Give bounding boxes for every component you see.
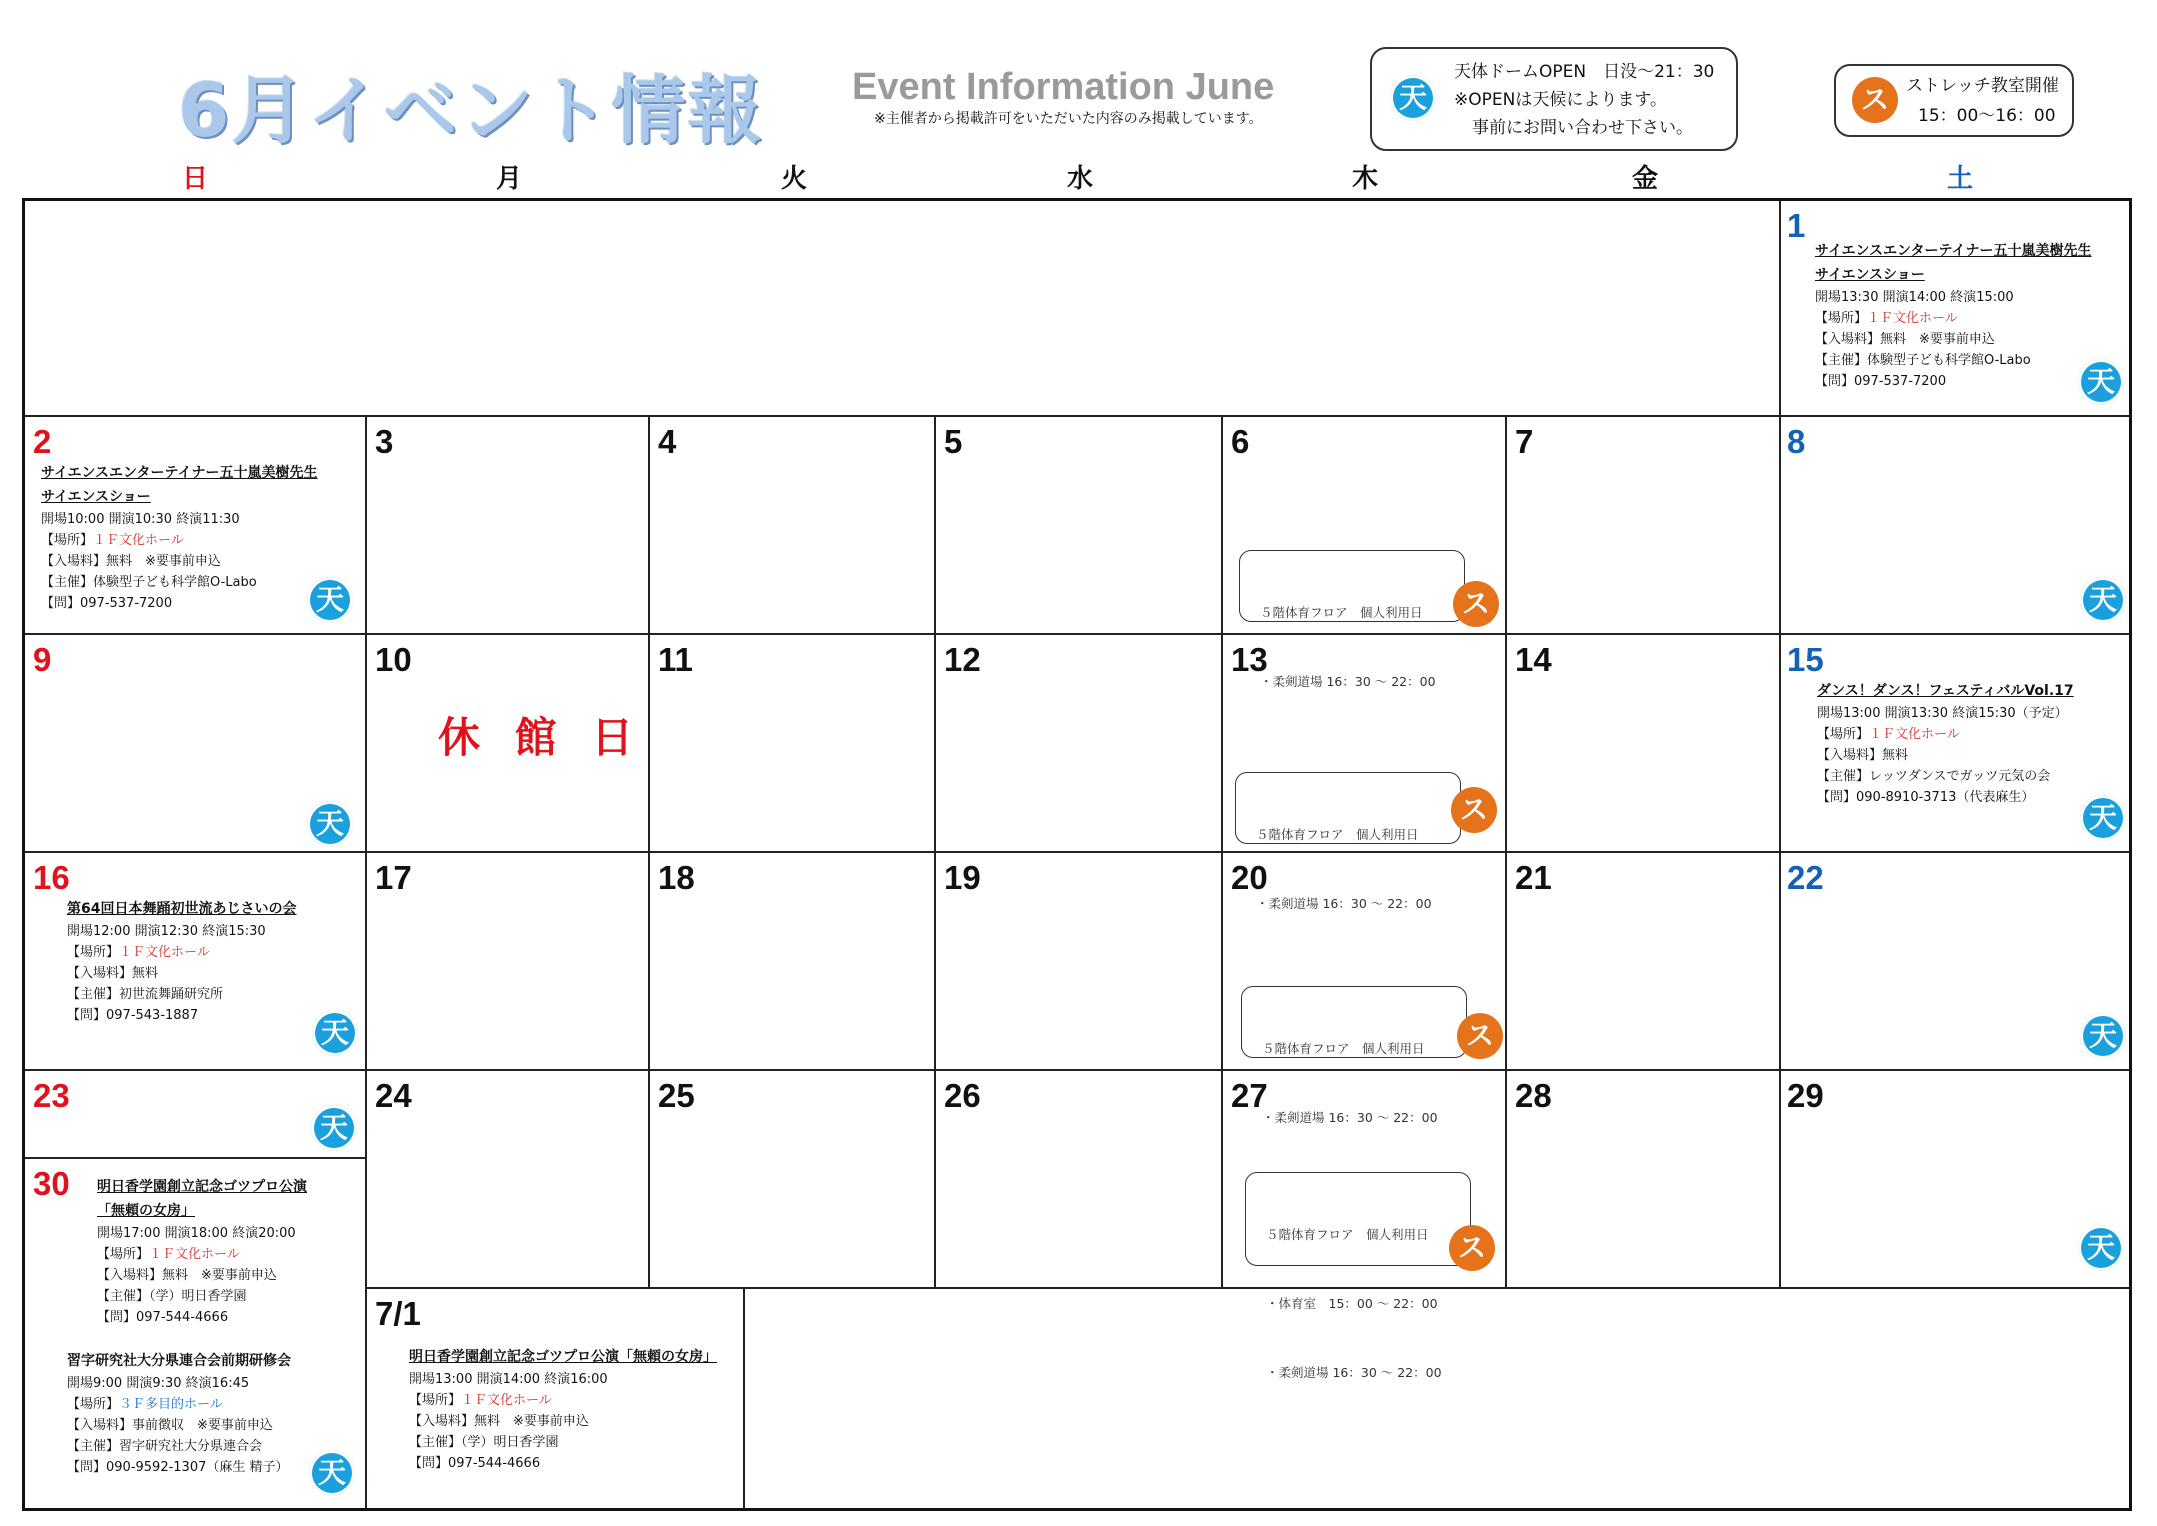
stretch-judo: ・柔剣道場 16：30 ～ 22：00 bbox=[1260, 674, 1436, 689]
event-place: 【場所】１Ｆ文化ホール bbox=[1815, 311, 1958, 326]
stretch-judo: ・柔剣道場 16：30 ～ 22：00 bbox=[1262, 1110, 1438, 1125]
event-time: 開場10:00 開演10:30 終演11:30 bbox=[41, 512, 240, 527]
su-icon: ス bbox=[1453, 581, 1499, 627]
day-number: 19 bbox=[944, 859, 981, 896]
event-fee: 【入場料】無料 ※要事前申込 bbox=[409, 1414, 589, 1429]
closed-day-label: 休 館 日 bbox=[438, 713, 644, 762]
day-cell-2[interactable] bbox=[25, 417, 367, 635]
page-title: 6月イベント情報 bbox=[178, 68, 764, 154]
day-cell-14[interactable] bbox=[1507, 635, 1781, 853]
event-nihon-buyo bbox=[67, 897, 296, 1026]
event-contact: 【問】097-543-1887 bbox=[67, 1008, 199, 1023]
day-cell-29[interactable] bbox=[1779, 1071, 2129, 1289]
day-cell-7[interactable] bbox=[1507, 417, 1781, 635]
day-number: 26 bbox=[944, 1077, 981, 1114]
weekday-sat: 土 bbox=[1946, 164, 1973, 194]
day-cell-8[interactable] bbox=[1779, 417, 2129, 635]
stretch-floor: ５階体育フロア 個人利用日 bbox=[1256, 827, 1419, 842]
day-number: 11 bbox=[658, 641, 693, 678]
event-contact: 【問】090-8910-3713（代表麻生） bbox=[1817, 790, 2035, 805]
day-cell-19[interactable] bbox=[936, 853, 1223, 1071]
ten-icon: 天 bbox=[311, 1105, 357, 1151]
legend-stretch bbox=[1834, 64, 2074, 137]
day-cell-12[interactable] bbox=[936, 635, 1223, 853]
day-cell-13[interactable] bbox=[1223, 635, 1507, 911]
day-number: 2 bbox=[33, 423, 52, 460]
day-number: 16 bbox=[33, 859, 70, 896]
page-title-en: Event Information June bbox=[852, 66, 1275, 108]
day-number: 9 bbox=[33, 641, 52, 678]
day-cell-24[interactable] bbox=[367, 1071, 650, 1289]
ten-icon: 天 bbox=[307, 577, 353, 623]
day-number: 14 bbox=[1515, 641, 1552, 678]
day-cell-15[interactable] bbox=[1779, 635, 2129, 853]
event-host: 【主催】（学）明日香学園 bbox=[97, 1289, 247, 1304]
event-time: 開場13:30 開演14:00 終演15:00 bbox=[1815, 290, 2014, 305]
day-cell-4[interactable] bbox=[650, 417, 936, 635]
day-number: 4 bbox=[658, 423, 677, 460]
event-subtitle: 「無頼の女房」 bbox=[97, 1203, 195, 1219]
day-cell-3[interactable] bbox=[367, 417, 650, 635]
stretch-floor: ５階体育フロア 個人利用日 bbox=[1266, 1227, 1429, 1242]
stretch-judo: ・柔剣道場 16：30 ～ 22：00 bbox=[1256, 896, 1432, 911]
event-shuji-kenshukai bbox=[67, 1349, 291, 1478]
day-number: 5 bbox=[944, 423, 963, 460]
day-number: 7/1 bbox=[375, 1295, 421, 1332]
day-cell-16[interactable] bbox=[25, 853, 367, 1071]
day-cell-7-1[interactable] bbox=[367, 1289, 745, 1508]
event-title: ダンス！ダンス！フェスティバルVol.17 bbox=[1817, 683, 2074, 699]
legend-su-line1: ストレッチ教室開催 bbox=[1906, 76, 2059, 96]
event-place: 【場所】１Ｆ文化ホール bbox=[41, 533, 184, 548]
event-contact: 【問】097-537-7200 bbox=[41, 596, 173, 611]
legend-planetarium bbox=[1370, 47, 1738, 151]
ten-icon: 天 bbox=[309, 1450, 355, 1496]
day-number: 23 bbox=[33, 1077, 70, 1114]
ten-icon: 天 bbox=[1390, 75, 1436, 121]
day-number: 29 bbox=[1787, 1077, 1824, 1114]
event-title: サイエンスエンターテイナー五十嵐美樹先生 bbox=[41, 465, 318, 481]
ten-icon: 天 bbox=[2080, 577, 2126, 623]
event-title: 習字研究社大分県連合会前期研修会 bbox=[67, 1353, 291, 1369]
weekday-fri: 金 bbox=[1631, 164, 1658, 194]
weekday-sun: 日 bbox=[181, 164, 208, 194]
ten-icon: 天 bbox=[2078, 359, 2124, 405]
day-cell-21[interactable] bbox=[1507, 853, 1781, 1071]
stretch-floor: ５階体育フロア 個人利用日 bbox=[1260, 605, 1423, 620]
day-cell-9[interactable] bbox=[25, 635, 367, 853]
event-subtitle: サイエンスショー bbox=[1815, 267, 1925, 283]
empty-cell bbox=[745, 1289, 2129, 1508]
event-title: 明日香学園創立記念ゴツプロ公演「無頼の女房」 bbox=[409, 1349, 717, 1365]
day-cell-25[interactable] bbox=[650, 1071, 936, 1289]
day-number: 28 bbox=[1515, 1077, 1552, 1114]
day-number: 17 bbox=[375, 859, 412, 896]
stretch-notice bbox=[1235, 772, 1461, 911]
event-title: サイエンスエンターテイナー五十嵐美樹先生 bbox=[1815, 243, 2092, 259]
day-number: 15 bbox=[1787, 641, 1824, 678]
event-time: 開場13:00 開演14:00 終演16:00 bbox=[409, 1372, 608, 1387]
event-contact: 【問】097-544-4666 bbox=[409, 1456, 541, 1471]
day-number: 20 bbox=[1231, 859, 1268, 896]
publication-note: ※主催者から掲載許可をいただいた内容のみ掲載しています。 bbox=[874, 111, 1263, 127]
event-host: 【主催】初世流舞踊研究所 bbox=[67, 987, 224, 1002]
day-cell-23[interactable] bbox=[25, 1071, 367, 1159]
su-icon: ス bbox=[1451, 787, 1497, 833]
day-cell-11[interactable] bbox=[650, 635, 936, 853]
su-icon: ス bbox=[1852, 77, 1898, 123]
event-host: 【主催】（学）明日香学園 bbox=[409, 1435, 559, 1450]
day-cell-1[interactable] bbox=[1779, 201, 2129, 417]
day-number: 6 bbox=[1231, 423, 1250, 460]
event-place: 【場所】１Ｆ文化ホール bbox=[97, 1247, 240, 1262]
event-host: 【主催】体験型子ども科学館O-Labo bbox=[41, 575, 257, 590]
event-subtitle: サイエンスショー bbox=[41, 489, 151, 505]
event-contact: 【問】090-9592-1307（麻生 精子） bbox=[67, 1460, 289, 1475]
event-place: 【場所】１Ｆ文化ホール bbox=[1817, 727, 1960, 742]
su-icon: ス bbox=[1449, 1225, 1495, 1271]
event-host: 【主催】体験型子ども科学館O-Labo bbox=[1815, 353, 2031, 368]
day-number: 10 bbox=[375, 641, 412, 678]
event-time: 開場17:00 開演18:00 終演20:00 bbox=[97, 1226, 296, 1241]
stretch-gym: ・体育室 15：00 ～ 22：00 bbox=[1266, 1296, 1438, 1311]
event-time: 開場12:00 開演12:30 終演15:30 bbox=[67, 924, 266, 939]
stretch-notice bbox=[1245, 1172, 1471, 1380]
event-dance-festival bbox=[1817, 679, 2074, 808]
day-number: 25 bbox=[658, 1077, 695, 1114]
empty-cell bbox=[25, 201, 1781, 417]
day-cell-17[interactable] bbox=[367, 853, 650, 1071]
day-number: 1 bbox=[1787, 207, 1806, 244]
day-number: 30 bbox=[33, 1165, 70, 1202]
stretch-floor: ５階体育フロア 個人利用日 bbox=[1262, 1041, 1425, 1056]
day-cell-5[interactable] bbox=[936, 417, 1223, 635]
event-fee: 【入場料】無料 ※要事前申込 bbox=[97, 1268, 277, 1283]
day-cell-28[interactable] bbox=[1507, 1071, 1781, 1289]
event-gotsupuro bbox=[409, 1345, 717, 1474]
event-contact: 【問】097-537-7200 bbox=[1815, 374, 1947, 389]
day-number: 3 bbox=[375, 423, 394, 460]
day-cell-30[interactable] bbox=[25, 1159, 367, 1508]
day-cell-26[interactable] bbox=[936, 1071, 1223, 1289]
event-fee: 【入場料】無料 ※要事前申込 bbox=[41, 554, 221, 569]
event-fee: 【入場料】無料 bbox=[1817, 748, 1909, 763]
day-number: 18 bbox=[658, 859, 695, 896]
day-cell-22[interactable] bbox=[1779, 853, 2129, 1071]
event-place: 【場所】１Ｆ文化ホール bbox=[409, 1393, 552, 1408]
day-cell-18[interactable] bbox=[650, 853, 936, 1071]
event-host: 【主催】レッツダンスでガッツ元気の会 bbox=[1817, 769, 2051, 784]
event-fee: 【入場料】無料 ※要事前申込 bbox=[1815, 332, 1995, 347]
day-number: 24 bbox=[375, 1077, 412, 1114]
ten-icon: 天 bbox=[2080, 795, 2126, 841]
day-number: 8 bbox=[1787, 423, 1806, 460]
ten-icon: 天 bbox=[312, 1010, 358, 1056]
day-number: 21 bbox=[1515, 859, 1552, 896]
day-number: 27 bbox=[1231, 1077, 1268, 1114]
stretch-judo: ・柔剣道場 16：30 ～ 22：00 bbox=[1266, 1365, 1442, 1380]
day-number: 12 bbox=[944, 641, 981, 678]
legend-ten-line1: 天体ドームOPEN 日没～21：30 bbox=[1454, 62, 1715, 82]
event-science-show bbox=[41, 461, 318, 614]
ten-icon: 天 bbox=[2078, 1225, 2124, 1271]
event-title: 第64回日本舞踊初世流あじさいの会 bbox=[67, 901, 297, 917]
event-science-show bbox=[1815, 239, 2092, 392]
weekday-tue: 火 bbox=[780, 164, 807, 194]
event-place: 【場所】１Ｆ文化ホール bbox=[67, 945, 210, 960]
ten-icon: 天 bbox=[307, 801, 353, 847]
event-fee: 【入場料】事前徴収 ※要事前申込 bbox=[67, 1418, 273, 1433]
event-fee: 【入場料】無料 bbox=[67, 966, 159, 981]
event-time: 開場13:00 開演13:30 終演15:30（予定） bbox=[1817, 706, 2068, 721]
event-title: 明日香学園創立記念ゴツプロ公演 bbox=[97, 1179, 307, 1195]
day-cell-27[interactable] bbox=[1223, 1071, 1507, 1380]
event-gotsupuro bbox=[97, 1175, 307, 1328]
event-time: 開場9:00 開演9:30 終演16:45 bbox=[67, 1376, 250, 1391]
event-place: 【場所】３Ｆ多目的ホール bbox=[67, 1397, 223, 1412]
event-host: 【主催】習字研究社大分県連合会 bbox=[67, 1439, 263, 1454]
ten-icon: 天 bbox=[2080, 1013, 2126, 1059]
day-number: 22 bbox=[1787, 859, 1824, 896]
weekday-wed: 水 bbox=[1066, 164, 1093, 194]
day-number: 13 bbox=[1231, 641, 1268, 678]
su-icon: ス bbox=[1457, 1013, 1503, 1059]
legend-su-line2: 15：00～16：00 bbox=[1918, 106, 2056, 126]
day-number: 7 bbox=[1515, 423, 1534, 460]
weekday-mon: 月 bbox=[495, 164, 522, 194]
weekday-thu: 木 bbox=[1351, 164, 1378, 194]
event-contact: 【問】097-544-4666 bbox=[97, 1310, 229, 1325]
legend-ten-line2: ※OPENは天候によります。 bbox=[1454, 90, 1667, 110]
legend-ten-line3: 事前にお問い合わせ下さい。 bbox=[1472, 118, 1693, 138]
